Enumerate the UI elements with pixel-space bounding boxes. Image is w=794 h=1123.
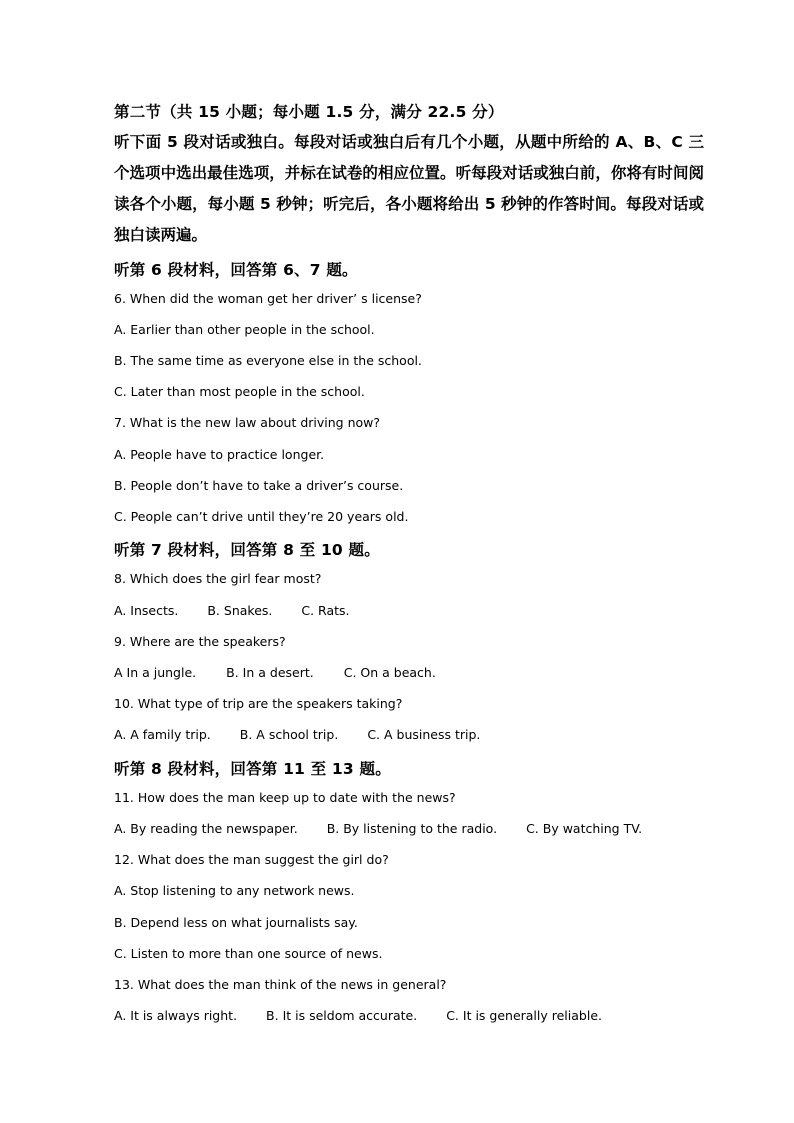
question-10-option-a: A. A family trip. xyxy=(114,727,211,742)
question-12-stem: 12. What does the man suggest the girl do? xyxy=(114,852,389,867)
question-10-options xyxy=(114,727,480,742)
question-9-option-b: B. In a desert. xyxy=(226,665,314,680)
question-9-option-a: A In a jungle. xyxy=(114,665,197,680)
question-11-options xyxy=(114,821,642,836)
question-12-option-c: C. Listen to more than one source of news. xyxy=(114,946,383,961)
section-instructions: 听下面 5 段对话或独白。每段对话或独白后有几个小题，从题中所给的 A、B、C 三个选项中选出最佳选项，并标在试卷的相应位置。听每段对话或独白前，你将有时间阅读各个小题，每小题 5 秒钟；听完后，各小题将给出 5 秒钟的作答时间。每段对话或独白读两遍。 xyxy=(114,133,704,244)
question-6-stem: 6. When did the woman get her driver’ s license? xyxy=(114,291,422,306)
group-7-header: 听第 7 段材料，回答第 8 至 10 题。 xyxy=(114,541,380,559)
question-10-stem: 10. What type of trip are the speakers taking? xyxy=(114,696,403,711)
question-10-option-b: B. A school trip. xyxy=(239,727,339,742)
question-6-option-c: C. Later than most people in the school. xyxy=(114,384,365,399)
question-13-option-a: A. It is always right. xyxy=(114,1008,238,1023)
group-6-header: 听第 6 段材料，回答第 6、7 题。 xyxy=(114,261,358,279)
question-7-option-c: C. People can’t drive until they’re 20 years old. xyxy=(114,509,409,524)
question-9-options xyxy=(114,665,436,680)
question-8-option-a: A. Insects. xyxy=(114,603,179,618)
question-7-option-a: A. People have to practice longer. xyxy=(114,447,325,462)
question-8-stem: 8. Which does the girl fear most? xyxy=(114,571,322,586)
question-12-option-a: A. Stop listening to any network news. xyxy=(114,883,355,898)
question-11-option-b: B. By listening to the radio. xyxy=(326,821,498,836)
question-10-option-c: C. A business trip. xyxy=(367,727,481,742)
question-8-option-b: B. Snakes. xyxy=(207,603,273,618)
question-6-option-a: A. Earlier than other people in the school. xyxy=(114,322,375,337)
question-9-option-c: C. On a beach. xyxy=(343,665,436,680)
question-8-options xyxy=(114,603,350,618)
question-13-option-b: B. It is seldom accurate. xyxy=(266,1008,418,1023)
question-11-option-c: C. By watching TV. xyxy=(526,821,643,836)
question-12-option-b: B. Depend less on what journalists say. xyxy=(114,915,358,930)
question-11-option-a: A. By reading the newspaper. xyxy=(114,821,298,836)
group-8-header: 听第 8 段材料，回答第 11 至 13 题。 xyxy=(114,760,391,778)
question-6-option-b: B. The same time as everyone else in the school. xyxy=(114,353,422,368)
question-13-options xyxy=(114,1008,602,1023)
question-7-stem: 7. What is the new law about driving now? xyxy=(114,415,381,430)
section-heading: 第二节（共 15 小题；每小题 1.5 分，满分 22.5 分） xyxy=(114,103,504,121)
question-9-stem: 9. Where are the speakers? xyxy=(114,634,286,649)
question-8-option-c: C. Rats. xyxy=(301,603,350,618)
question-13-option-c: C. It is generally reliable. xyxy=(446,1008,602,1023)
question-13-stem: 13. What does the man think of the news in general? xyxy=(114,977,447,992)
question-11-stem: 11. How does the man keep up to date with the news? xyxy=(114,790,456,805)
question-7-option-b: B. People don’t have to take a driver’s course. xyxy=(114,478,404,493)
